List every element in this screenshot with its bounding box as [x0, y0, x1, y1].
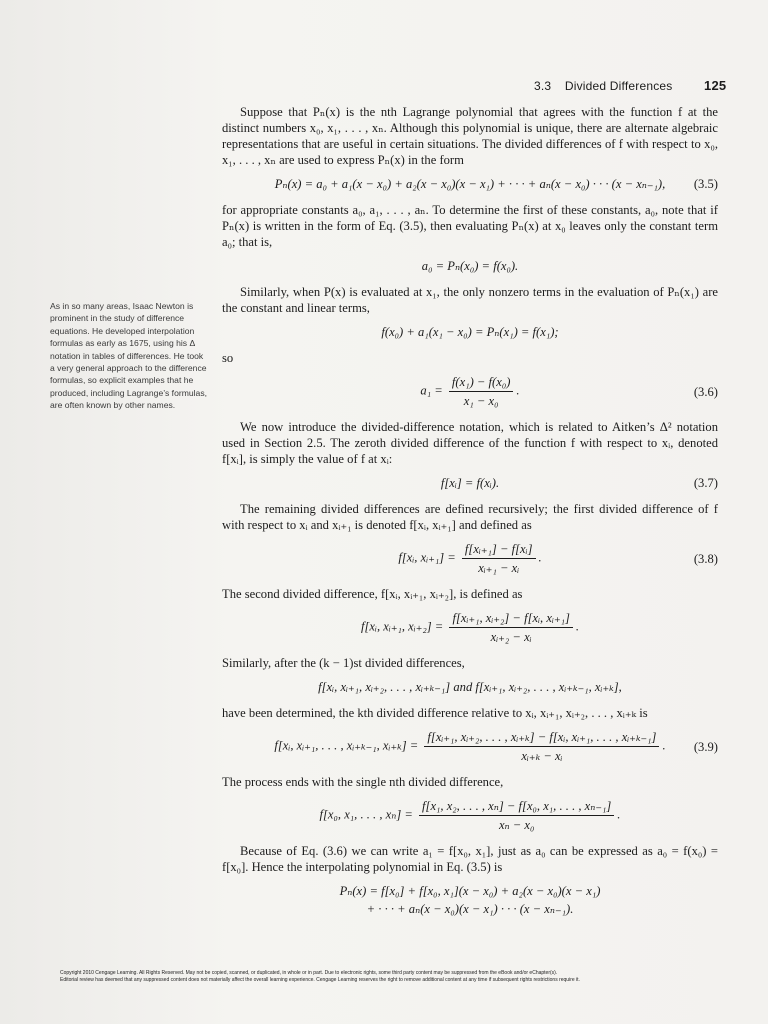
equation-3-9-period: .: [662, 738, 666, 753]
paragraph-intro: Suppose that Pₙ(x) is the nth Lagrange polynomial that agrees with the function f at the distinct numbers x₀, x₁, . . . , xₙ. Although this polynomial is unique, there are alternate algebraic representations that are useful in certain situations. The divided differences of f with respect to x₀, x₁, . . . , xₙ are used to express Pₙ(x) in the form: [222, 105, 718, 167]
equation-3-6-number: (3.6): [693, 384, 718, 399]
main-text: [222, 104, 718, 927]
paragraph-kth: have been determined, the kth divided difference relative to xᵢ, xᵢ₊₁, xᵢ₊₂, . . . , xᵢ₊ₖ is: [222, 706, 648, 720]
paragraph-k-minus-1: Similarly, after the (k − 1)st divided differences,: [222, 656, 465, 670]
equation-second-denominator: xᵢ₊₂ − xᵢ: [490, 630, 532, 644]
copyright-line-1: Copyright 2010 Cengage Learning. All Rights Reserved. May not be copied, scanned, or duplicated, in whole or in part. Due to electronic rights, some third party content may be suppressed from the eBook and/or eChapter(s).: [60, 970, 558, 976]
equation-3-9-denominator: xᵢ₊ₖ − xᵢ: [521, 749, 563, 763]
equation-a0-body: a₀ = Pₙ(x₀) = f(x₀).: [421, 259, 519, 273]
page-number: 125: [704, 78, 727, 93]
equation-3-9-number: (3.9): [693, 739, 718, 754]
equation-3-6-denominator: x₁ − x₀: [463, 394, 499, 408]
margin-note: As in so many areas, Isaac Newton is prominent in the study of difference equations. He developed interpolation formulas as early as 1675, using his Δ notation in tables of differences. He took a very general approach to the difference formulas, so explicit examples that he produced, including Lagrange’s formulas, are often known by other names.: [50, 301, 208, 411]
paragraph-similarly: Similarly, when P(x) is evaluated at x₁, the only nonzero terms in the evaluation of Pₙ(x₁) are the constant and linear terms,: [222, 285, 718, 315]
equation-nth-denominator: xₙ − x₀: [498, 818, 535, 832]
equation-3-5: [222, 176, 718, 192]
paragraph-second: The second divided difference, f[xᵢ, xᵢ₊₁, xᵢ₊₂], is defined as: [222, 587, 523, 601]
equation-k-minus-1: [222, 679, 718, 695]
equation-3-6: [222, 374, 718, 409]
copyright-footer: [60, 970, 710, 984]
equation-3-6-fraction: [449, 374, 514, 409]
equation-3-8: [222, 541, 718, 576]
equation-3-7-body: f[xᵢ] = f(xᵢ).: [440, 476, 500, 490]
equation-3-8-period: .: [538, 550, 542, 565]
equation-nth-difference: [222, 798, 718, 833]
equation-3-9-fraction: [424, 729, 659, 764]
paragraph-because: Because of Eq. (3.6) we can write a₁ = f[x₀, x₁], just as a₀ can be expressed as a₀ = f(x₀) = f[x₀]. Hence the interpolating polynomial in Eq. (3.5) is: [222, 844, 718, 874]
equation-3-8-number: (3.8): [693, 551, 718, 566]
equation-k-minus-1-body: f[xᵢ, xᵢ₊₁, xᵢ₊₂, . . . , xᵢ₊ₖ₋₁] and f[xᵢ₊₁, xᵢ₊₂, . . . , xᵢ₊ₖ₋₁, xᵢ₊ₖ],: [318, 680, 622, 694]
equation-nth-fraction: [419, 798, 614, 833]
equation-3-8-lhs: f[xᵢ, xᵢ₊₁] =: [398, 550, 456, 565]
copyright-line-2: Editorial review has deemed that any suppressed content does not materially affect the overall learning experience. Cengage Learning reserves the right to remove additional content at any time if subsequent rights restrictions require it.: [60, 977, 580, 983]
equation-nth-lhs: f[x₀, x₁, . . . , xₙ] =: [319, 807, 413, 822]
equation-linear-body: f(x₀) + a₁(x₁ − x₀) = Pₙ(x₁) = f(x₁);: [381, 325, 559, 339]
equation-final-line-2-body: + · · · + aₙ(x − x₀)(x − x₁) · · · (x − xₙ₋₁).: [366, 902, 574, 916]
paragraph-constants: for appropriate constants a₀, a₁, . . . , aₙ. To determine the first of these constants, a₀, note that if Pₙ(x) is written in the form of Eq. (3.5), then evaluating Pₙ(x) at x₀ leaves only the constant term a₀; that is,: [222, 203, 718, 249]
equation-a0: [222, 258, 718, 274]
equation-final-line-1: [222, 883, 718, 899]
equation-final-line-2: [222, 901, 718, 917]
equation-3-6-numerator: f(x₁) − f(x₀): [449, 374, 514, 392]
section-number: 3.3: [534, 79, 552, 93]
paragraph-process-ends: The process ends with the single nth divided difference,: [222, 775, 504, 789]
section-title: Divided Differences: [564, 79, 673, 93]
equation-3-8-fraction: [462, 541, 536, 576]
equation-final-line-1-body: Pₙ(x) = f[x₀] + f[x₀, x₁](x − x₀) + a₂(x − x₀)(x − x₁): [339, 884, 601, 898]
equation-3-9-numerator: f[xᵢ₊₁, xᵢ₊₂, . . . , xᵢ₊ₖ] − f[xᵢ, xᵢ₊₁, . . . , xᵢ₊ₖ₋₁]: [424, 729, 659, 747]
equation-second-fraction: [449, 610, 572, 645]
equation-nth-numerator: f[x₁, x₂, . . . , xₙ] − f[x₀, x₁, . . . , xₙ₋₁]: [419, 798, 614, 816]
running-head: [534, 78, 726, 93]
paragraph-recursive: The remaining divided differences are defined recursively; the first divided difference of f with respect to xᵢ and xᵢ₊₁ is denoted f[xᵢ, xᵢ₊₁] and defined as: [222, 502, 718, 532]
equation-3-7-number: (3.7): [693, 476, 718, 490]
equation-3-9-lhs: f[xᵢ, xᵢ₊₁, . . . , xᵢ₊ₖ₋₁, xᵢ₊ₖ] =: [274, 738, 419, 753]
equation-3-6-lhs: a₁ =: [420, 383, 443, 398]
word-so: so: [222, 351, 234, 365]
equation-3-5-body: Pₙ(x) = a₀ + a₁(x − x₀) + a₂(x − x₀)(x − x₁) + · · · + aₙ(x − x₀) · · · (x − xₙ₋₁),: [274, 177, 666, 191]
equation-second-period: .: [575, 619, 580, 634]
equation-3-7: [222, 475, 718, 491]
paragraph-notation: We now introduce the divided-difference notation, which is related to Aitken’s Δ² notation used in Section 2.5. The zeroth divided difference of the function f with respect to xᵢ, denoted f[xᵢ], is simply the value of f at xᵢ:: [222, 420, 718, 466]
equation-linear: [222, 324, 718, 340]
equation-3-8-numerator: f[xᵢ₊₁] − f[xᵢ]: [462, 541, 536, 559]
equation-second-numerator: f[xᵢ₊₁, xᵢ₊₂] − f[xᵢ, xᵢ₊₁]: [449, 610, 572, 628]
equation-3-5-number: (3.5): [693, 177, 718, 191]
equation-3-6-period: .: [516, 383, 520, 398]
equation-3-8-denominator: xᵢ₊₁ − xᵢ: [478, 561, 520, 575]
equation-second-lhs: f[xᵢ, xᵢ₊₁, xᵢ₊₂] =: [360, 619, 444, 634]
equation-nth-period: .: [617, 807, 621, 822]
equation-3-9: [222, 729, 718, 764]
equation-second-difference: [222, 610, 718, 645]
